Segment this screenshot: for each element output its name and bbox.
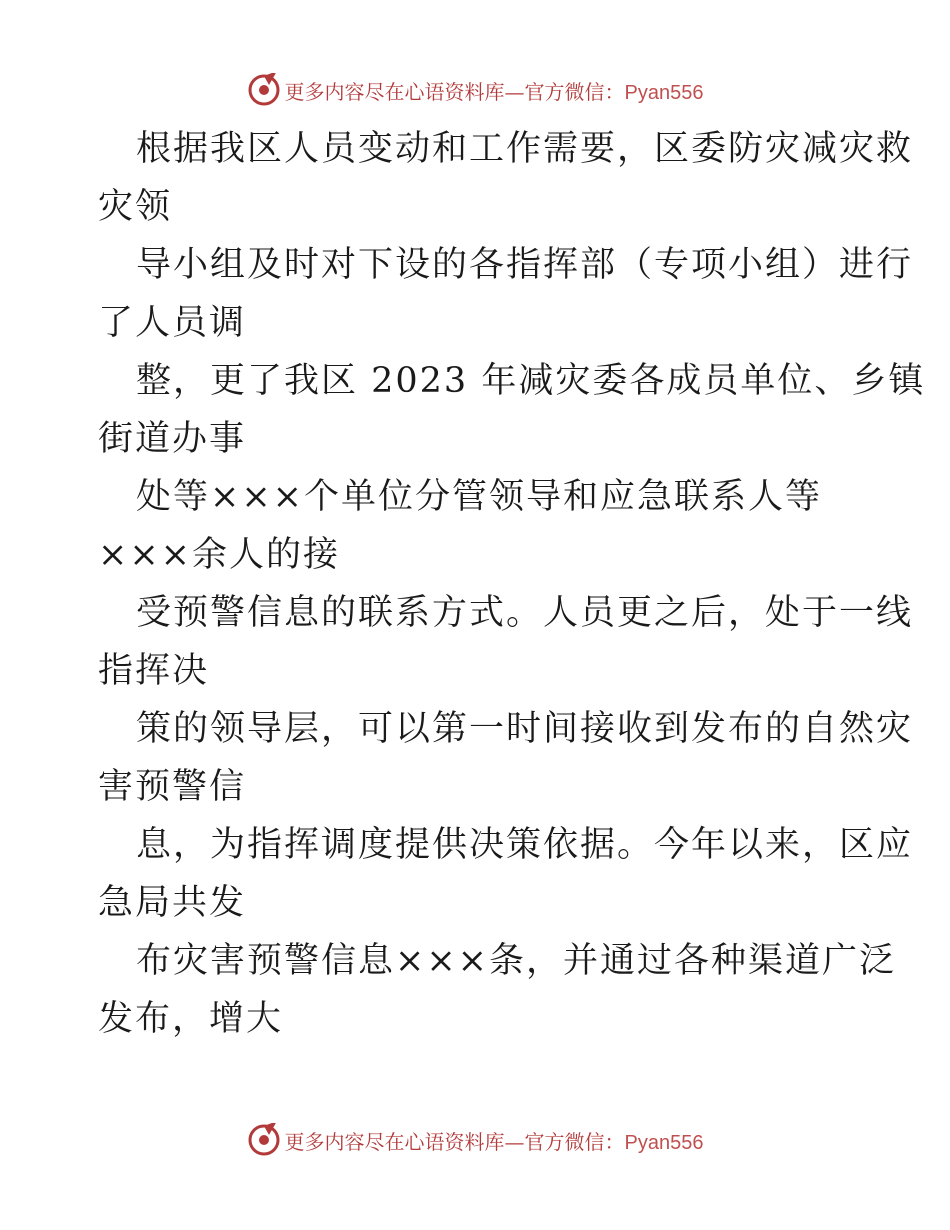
text-line: 灾领 (98, 187, 173, 227)
text-line: 布灾害预警信息×××条，并通过各种渠道广泛 (136, 941, 896, 981)
footer-banner (0, 1120, 950, 1160)
text-line: 处等×××个单位分管领导和应急联系人等 (136, 477, 822, 517)
text-line: 街道办事 (98, 419, 247, 459)
document-body (98, 120, 926, 1048)
text-line: 害预警信 (98, 767, 247, 807)
footer-banner-id: Pyan556 (624, 1131, 704, 1154)
logo-icon (247, 73, 281, 107)
text-line: 急局共发 (98, 883, 247, 923)
header-banner-text: 更多内容尽在心语资料库—官方微信： (284, 79, 625, 104)
logo-icon (247, 1123, 281, 1157)
text-line: 受预警信息的联系方式。人员更之后，处于一线 (136, 593, 914, 633)
text-line: 息，为指挥调度提供决策依据。今年以来，区应 (136, 825, 914, 865)
text-line: 整，更了我区 2023 年减灾委各成员单位、乡镇 (136, 361, 926, 401)
text-line: ×××余人的接 (98, 535, 340, 575)
footer-banner-text: 更多内容尽在心语资料库—官方微信： (284, 1129, 625, 1154)
header-banner (0, 70, 950, 110)
text-line: 发布，增大 (98, 999, 284, 1039)
text-line: 策的领导层，可以第一时间接收到发布的自然灾 (136, 709, 914, 749)
header-banner-id: Pyan556 (624, 81, 704, 104)
text-line: 指挥决 (98, 651, 210, 691)
text-line: 根据我区人员变动和工作需要，区委防灾减灾救 (136, 129, 914, 169)
text-line: 导小组及时对下设的各指挥部（专项小组）进行 (136, 245, 914, 285)
text-line: 了人员调 (98, 303, 247, 343)
